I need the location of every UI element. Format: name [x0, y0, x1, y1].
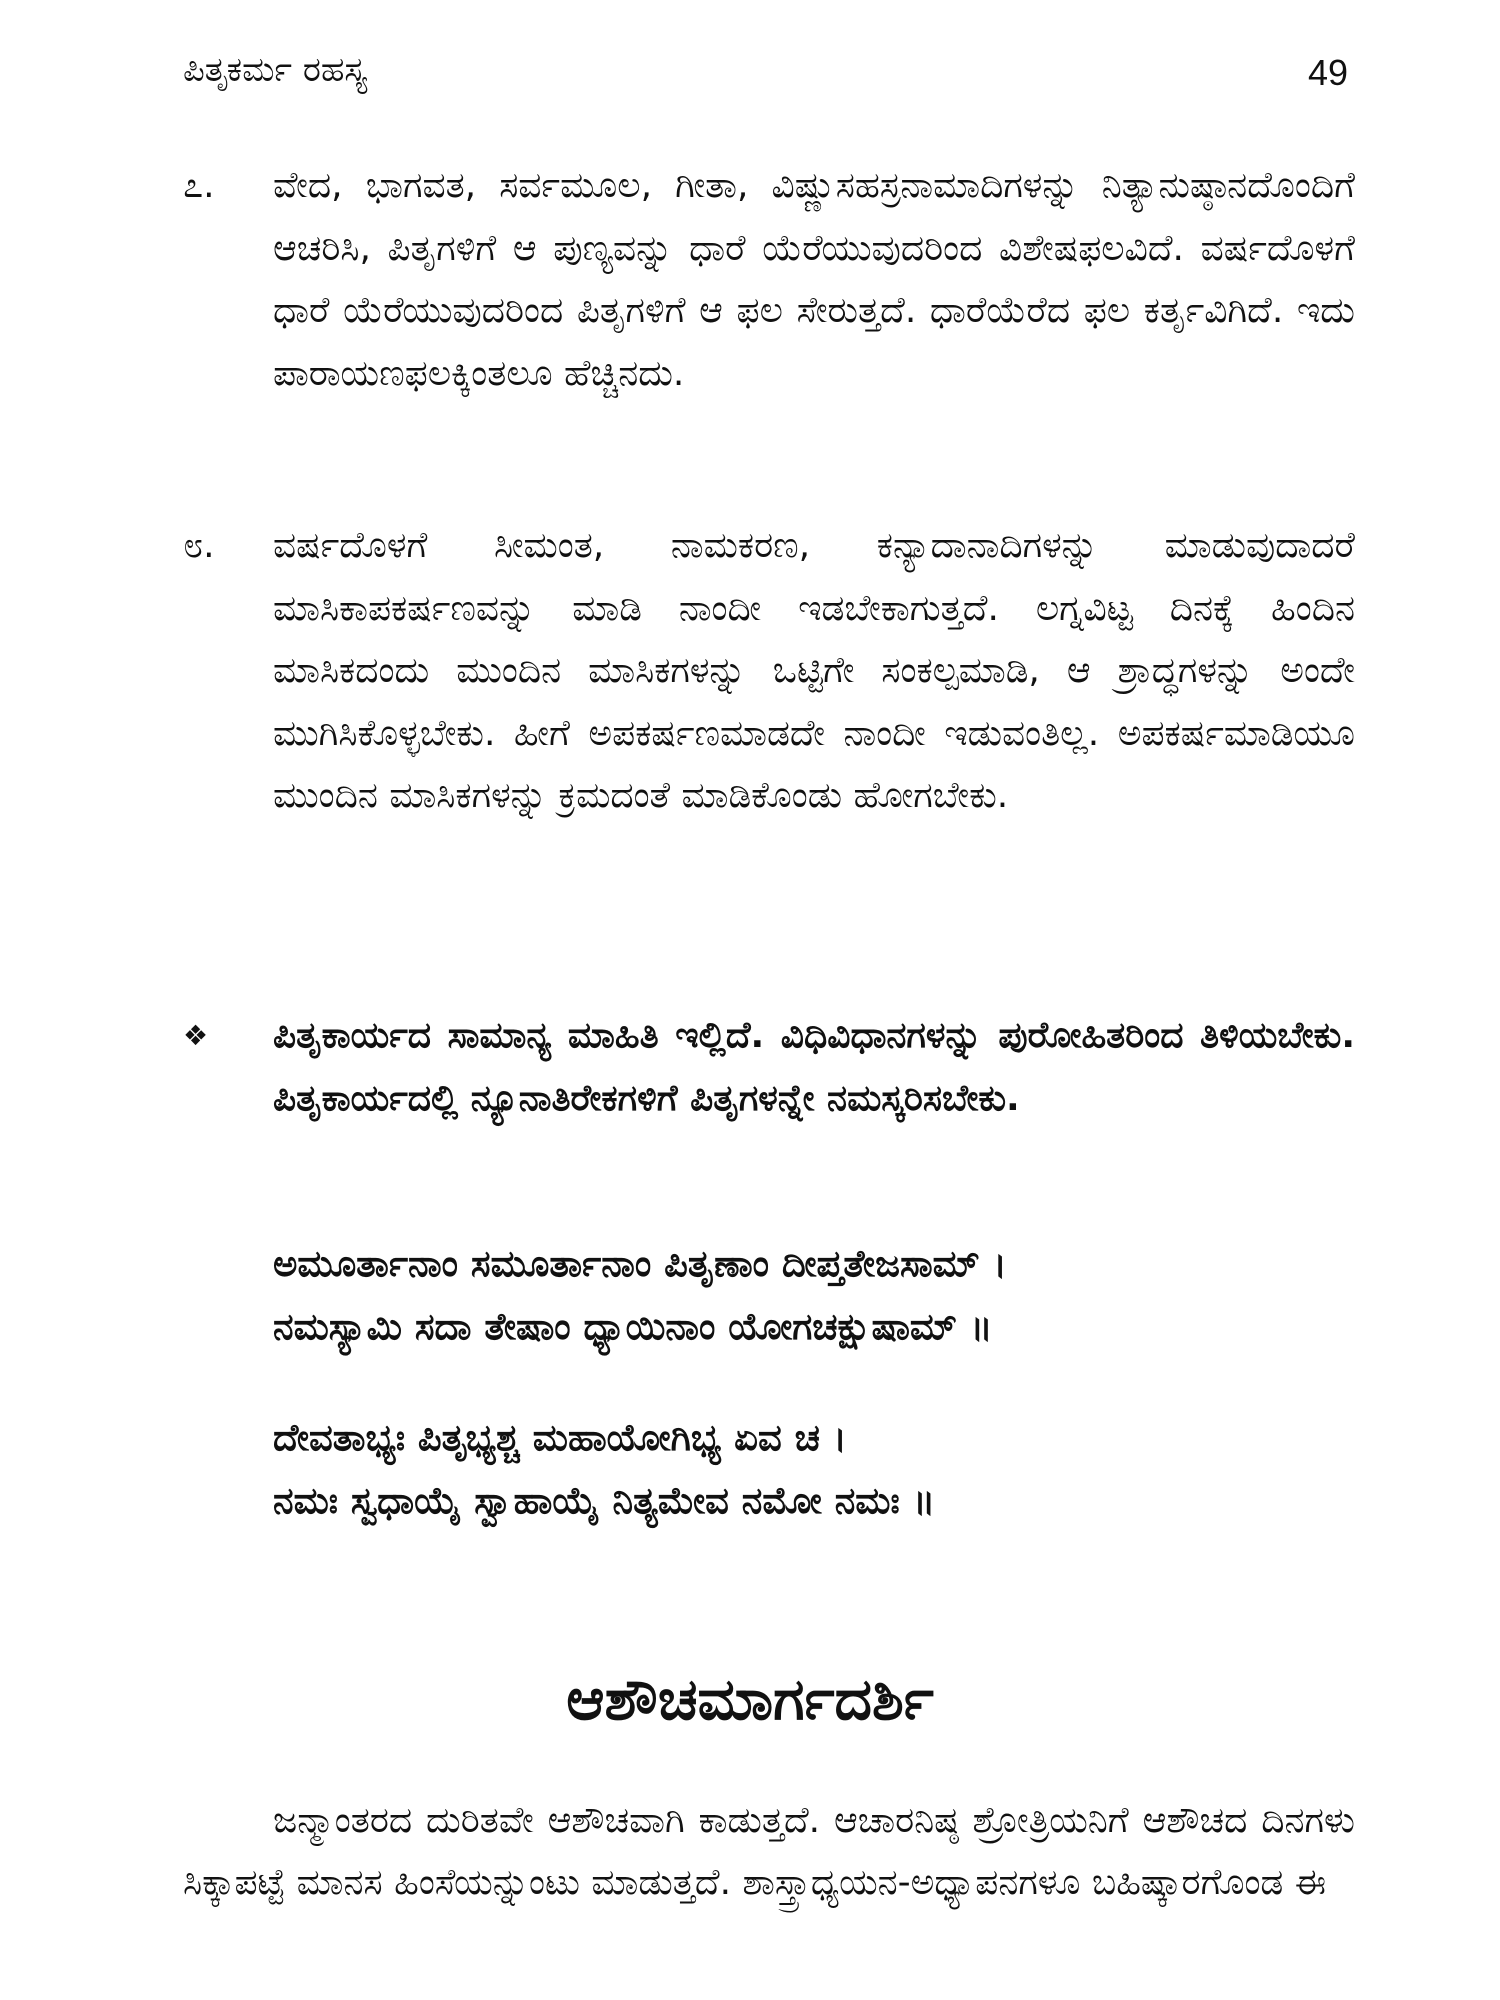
diamond-bullet-icon: ❖: [183, 1019, 209, 1052]
item-text: ವರ್ಷದೊಳಗೆ ಸೀಮಂತ, ನಾಮಕರಣ, ಕನ್ಯಾದಾನಾದಿಗಳನ್ನು ಮಾಡುವುದಾದರೆ ಮಾಸಿಕಾಪಕರ್ಷಣವನ್ನು ಮಾಡಿ ನಾಂದೀ ಇಡಬೇಕಾಗುತ್ತದೆ. ಲಗ್ನವಿಟ್ಟ ದಿನಕ್ಕೆ ಹಿಂದಿನ ಮಾಸಿಕದಂದು ಮುಂದಿನ ಮಾಸಿಕಗಳನ್ನು ಒಟ್ಟಿಗೇ ಸಂಕಲ್ಪಮಾಡಿ, ಆ ಶ್ರಾದ್ಧಗಳನ್ನು ಅಂದೇ ಮುಗಿಸಿಕೊಳ್ಳಬೇಕು. ಹೀಗೆ ಅಪಕರ್ಷಣಮಾಡದೇ ನಾಂದೀ ಇಡುವಂತಿಲ್ಲ. ಅಪಕರ್ಷಮಾಡಿಯೂ ಮುಂದಿನ ಮಾಸಿಕಗಳನ್ನು ಕ್ರಮದಂತೆ ಮಾಡಿಕೊಂಡು ಹೋಗಬೇಕು.: [273, 525, 1355, 816]
section-heading: ಆಶೌಚಮಾರ್ಗದರ್ಶಿ: [566, 1665, 934, 1733]
note-text: ಪಿತೃಕಾರ್ಯದ ಸಾಮಾನ್ಯ ಮಾಹಿತಿ ಇಲ್ಲಿದೆ. ವಿಧಿವಿಧಾನಗಳನ್ನು ಪುರೋಹಿತರಿಂದ ತಿಳಿಯಬೇಕು. ಪಿತೃಕಾರ್ಯದಲ್ಲಿ ನ್ಯೂನಾತಿರೇಕಗಳಿಗೆ ಪಿತೃಗಳನ್ನೇ ನಮಸ್ಕರಿಸಬೇಕು.: [273, 1015, 1355, 1119]
shloka-line: ಅಮೂರ್ತಾನಾಂ ಸಮೂರ್ತಾನಾಂ ಪಿತೃಣಾಂ ದೀಪ್ತತೇಜಸಾಮ್ ।: [273, 1242, 1007, 1285]
section-paragraph: ಜನ್ಮಾಂತರದ ದುರಿತವೇ ಆಶೌಚವಾಗಿ ಕಾಡುತ್ತದೆ. ಆಚಾರನಿಷ್ಠ ಶ್ರೋತ್ರಿಯನಿಗೆ ಆಶೌಚದ ದಿನಗಳು ಸಿಕ್ಕಾಪಟ್ಟೆ ಮಾನಸ ಹಿಂಸೆಯನ್ನುಂಟು ಮಾಡುತ್ತದೆ. ಶಾಸ್ತ್ರಾಧ್ಯಯನ-ಅಧ್ಯಾಪನಗಳೂ ಬಹಿಷ್ಕಾರಗೊಂಡ ಈ: [183, 1800, 1355, 1903]
note-item: [183, 1005, 1355, 1130]
list-item-8: [183, 515, 1355, 828]
list-item-7: [183, 155, 1355, 405]
shloka-2: [273, 1406, 1353, 1532]
running-head: ಪಿತೃಕರ್ಮ ರಹಸ್ಯ: [183, 50, 368, 90]
item-number: ೭.: [183, 165, 215, 206]
shloka-line: ನಮಸ್ಯಾಮಿ ಸದಾ ತೇಷಾಂ ಧ್ಯಾಯಿನಾಂ ಯೋಗಚಕ್ಷುಷಾಮ್ ॥: [273, 1305, 993, 1348]
page-number: 49: [1307, 52, 1348, 93]
shloka-1: [273, 1232, 1353, 1358]
shloka-line: ನಮಃ ಸ್ವಧಾಯೈ ಸ್ವಾಹಾಯೈ ನಿತ್ಯಮೇವ ನಮೋ ನಮಃ ॥: [273, 1479, 936, 1522]
shloka-line: ದೇವತಾಭ್ಯಃ ಪಿತೃಭ್ಯಶ್ಚ ಮಹಾಯೋಗಿಭ್ಯ ಏವ ಚ ।: [273, 1416, 847, 1459]
item-number: ೮.: [183, 525, 215, 566]
item-text: ವೇದ, ಭಾಗವತ, ಸರ್ವಮೂಲ, ಗೀತಾ, ವಿಷ್ಣುಸಹಸ್ರನಾಮಾದಿಗಳನ್ನು ನಿತ್ಯಾನುಷ್ಠಾನದೊಂದಿಗೆ ಆಚರಿಸಿ, ಪಿತೃಗಳಿಗೆ ಆ ಪುಣ್ಯವನ್ನು ಧಾರೆ ಯೆರೆಯುವುದರಿಂದ ವಿಶೇಷಫಲವಿದೆ. ವರ್ಷದೊಳಗೆ ಧಾರೆ ಯೆರೆಯುವುದರಿಂದ ಪಿತೃಗಳಿಗೆ ಆ ಫಲ ಸೇರುತ್ತದೆ. ಧಾರೆಯೆರೆದ ಫಲ ಕರ್ತೃವಿಗಿದೆ. ಇದು ಪಾರಾಯಣಫಲಕ್ಕಿಂತಲೂ ಹೆಚ್ಚಿನದು.: [273, 165, 1355, 394]
